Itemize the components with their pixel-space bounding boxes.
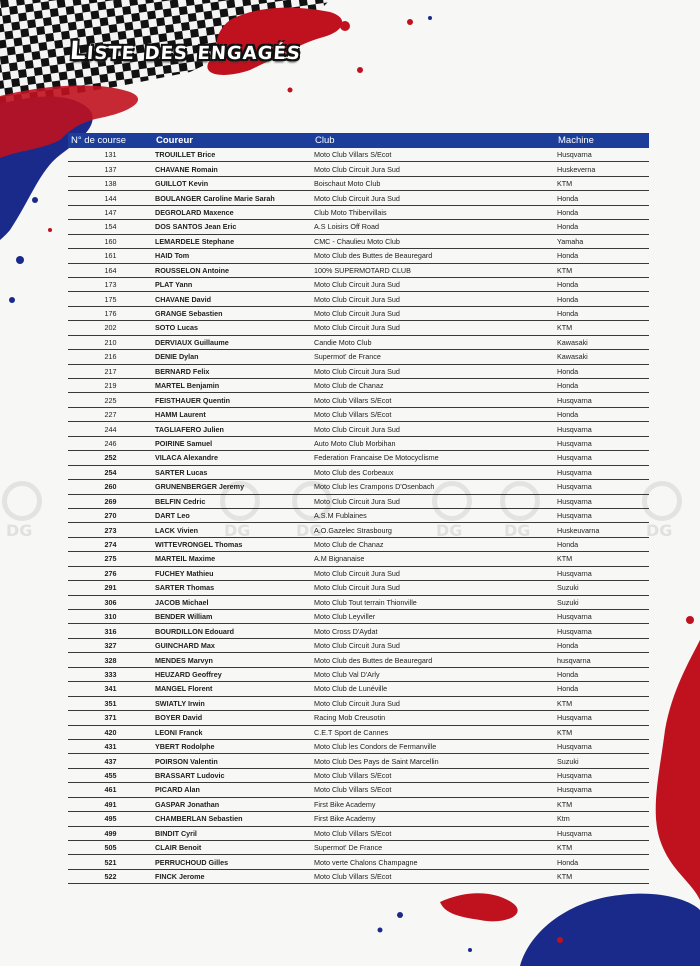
rider-name: CLAIR Benoit	[153, 841, 312, 855]
table-row	[68, 841, 649, 855]
race-number: 225	[68, 393, 153, 407]
race-number: 276	[68, 566, 153, 580]
rider-name: POIRSON Valentin	[153, 754, 312, 768]
machine-brand: Husqvarna	[555, 610, 649, 624]
entries-table-container	[68, 133, 649, 884]
machine-brand: Husqvarna	[555, 826, 649, 840]
rider-name: BINDIT Cyril	[153, 826, 312, 840]
race-number: 333	[68, 667, 153, 681]
machine-brand: Honda	[555, 205, 649, 219]
watermark-logo: DG	[0, 481, 46, 541]
machine-brand: Husqvarna	[555, 783, 649, 797]
club-name: Auto Moto Club Morbihan	[312, 436, 555, 450]
race-number: 244	[68, 422, 153, 436]
machine-brand: husqvarna	[555, 653, 649, 667]
club-name: A.M Bignanaise	[312, 552, 555, 566]
table-header-row	[68, 133, 649, 148]
club-name: Racing Mob Creusotin	[312, 711, 555, 725]
rider-name: VILACA Alexandre	[153, 451, 312, 465]
club-name: Moto Club Val D'Arly	[312, 667, 555, 681]
machine-brand: KTM	[555, 797, 649, 811]
rider-name: HAMM Laurent	[153, 407, 312, 421]
club-name: Moto Club Circuit Jura Sud	[312, 566, 555, 580]
column-header-number: N° de course	[68, 133, 153, 148]
rider-name: BERNARD Felix	[153, 364, 312, 378]
machine-brand: Husqvarna	[555, 711, 649, 725]
page-title: Liste des engagés	[68, 36, 302, 65]
club-name: Moto Club Villars S/Ecot	[312, 869, 555, 883]
machine-brand: Kawasaki	[555, 350, 649, 364]
table-row	[68, 581, 649, 595]
race-number: 505	[68, 841, 153, 855]
rider-name: GRANGE Sebastien	[153, 306, 312, 320]
watermark-logo: DG	[430, 481, 476, 541]
rider-name: BOURDILLON Edouard	[153, 624, 312, 638]
race-number: 260	[68, 480, 153, 494]
rider-name: YBERT Rodolphe	[153, 739, 312, 753]
table-row	[68, 552, 649, 566]
club-name: First Bike Academy	[312, 812, 555, 826]
race-number: 431	[68, 739, 153, 753]
column-header-rider: Coureur	[153, 133, 312, 148]
machine-brand: Husqvarna	[555, 436, 649, 450]
club-name: Moto Club Circuit Jura Sud	[312, 696, 555, 710]
club-name: Federation Francaise De Motocyclisme	[312, 451, 555, 465]
club-name: Moto Club des Corbeaux	[312, 465, 555, 479]
rider-name: TROUILLET Brice	[153, 148, 312, 162]
machine-brand: Husqvarna	[555, 393, 649, 407]
table-row	[68, 191, 649, 205]
race-number: 327	[68, 638, 153, 652]
table-row	[68, 364, 649, 378]
rider-name: FEISTHAUER Quentin	[153, 393, 312, 407]
rider-name: DENIE Dylan	[153, 350, 312, 364]
race-number: 269	[68, 494, 153, 508]
machine-brand: Huskeverna	[555, 162, 649, 176]
machine-brand: Husqvarna	[555, 465, 649, 479]
table-row	[68, 148, 649, 162]
rider-name: LACK Vivien	[153, 523, 312, 537]
rider-name: CHAVANE Romain	[153, 162, 312, 176]
race-number: 455	[68, 768, 153, 782]
machine-brand: KTM	[555, 869, 649, 883]
club-name: Moto Club des Buttes de Beauregard	[312, 653, 555, 667]
entries-table	[68, 133, 649, 884]
race-number: 420	[68, 725, 153, 739]
machine-brand: Husqvarna	[555, 624, 649, 638]
machine-brand: Huskeuvarna	[555, 523, 649, 537]
rider-name: BRASSART Ludovic	[153, 768, 312, 782]
red-splash-bottom	[440, 893, 518, 921]
race-number: 246	[68, 436, 153, 450]
machine-brand: KTM	[555, 263, 649, 277]
rider-name: HAID Tom	[153, 249, 312, 263]
machine-brand: KTM	[555, 696, 649, 710]
table-row	[68, 436, 649, 450]
table-row	[68, 653, 649, 667]
machine-brand: Kawasaki	[555, 335, 649, 349]
machine-brand: Honda	[555, 191, 649, 205]
table-row	[68, 711, 649, 725]
rider-name: GASPAR Jonathan	[153, 797, 312, 811]
machine-brand: KTM	[555, 552, 649, 566]
rider-name: GUILLOT Kevin	[153, 176, 312, 190]
machine-brand: KTM	[555, 321, 649, 335]
table-row	[68, 725, 649, 739]
table-row	[68, 379, 649, 393]
machine-brand: Husqvarna	[555, 494, 649, 508]
machine-brand: Honda	[555, 220, 649, 234]
table-row	[68, 263, 649, 277]
race-number: 210	[68, 335, 153, 349]
club-name: Moto Club de Chanaz	[312, 379, 555, 393]
table-row	[68, 451, 649, 465]
race-number: 522	[68, 869, 153, 883]
club-name: Moto Club Circuit Jura Sud	[312, 638, 555, 652]
table-row	[68, 812, 649, 826]
watermark-logo: DG	[498, 481, 544, 541]
race-number: 341	[68, 682, 153, 696]
table-row	[68, 234, 649, 248]
machine-brand: Suzuki	[555, 754, 649, 768]
club-name: Moto Club Leyviller	[312, 610, 555, 624]
machine-brand: KTM	[555, 725, 649, 739]
table-row	[68, 682, 649, 696]
machine-brand: Ktm	[555, 812, 649, 826]
machine-brand: Honda	[555, 379, 649, 393]
rider-name: LEONI Franck	[153, 725, 312, 739]
rider-name: SWIATLY Irwin	[153, 696, 312, 710]
table-row	[68, 162, 649, 176]
blue-splash-bottom	[520, 894, 700, 966]
race-number: 437	[68, 754, 153, 768]
table-row	[68, 610, 649, 624]
table-row	[68, 739, 649, 753]
club-name: Moto Club Circuit Jura Sud	[312, 422, 555, 436]
race-number: 254	[68, 465, 153, 479]
race-number: 270	[68, 508, 153, 522]
machine-brand: Husqvarna	[555, 566, 649, 580]
race-number: 161	[68, 249, 153, 263]
race-number: 147	[68, 205, 153, 219]
club-name: Moto Club Villars S/Ecot	[312, 407, 555, 421]
table-row	[68, 350, 649, 364]
machine-brand: Honda	[555, 292, 649, 306]
race-number: 274	[68, 537, 153, 551]
race-number: 219	[68, 379, 153, 393]
rider-name: WITTEVRONGEL Thomas	[153, 537, 312, 551]
rider-name: DERVIAUX Guillaume	[153, 335, 312, 349]
race-number: 252	[68, 451, 153, 465]
club-name: A.S Loisirs Off Road	[312, 220, 555, 234]
rider-name: GUINCHARD Max	[153, 638, 312, 652]
club-name: Moto Club Villars S/Ecot	[312, 768, 555, 782]
club-name: Moto verte Chalons Champagne	[312, 855, 555, 869]
table-row	[68, 494, 649, 508]
table-row	[68, 855, 649, 869]
machine-brand: Husqvarna	[555, 451, 649, 465]
table-row	[68, 277, 649, 291]
race-number: 173	[68, 277, 153, 291]
machine-brand: Honda	[555, 364, 649, 378]
race-number: 495	[68, 812, 153, 826]
race-number: 291	[68, 581, 153, 595]
rider-name: PICARD Alan	[153, 783, 312, 797]
rider-name: TAGLIAFERO Julien	[153, 422, 312, 436]
rider-name: FINCK Jerome	[153, 869, 312, 883]
machine-brand: Honda	[555, 667, 649, 681]
watermark-logo: DG	[290, 481, 336, 541]
machine-brand: Husqvarna	[555, 422, 649, 436]
race-number: 216	[68, 350, 153, 364]
club-name: Moto Club Villars S/Ecot	[312, 148, 555, 162]
rider-name: MARTEIL Maxime	[153, 552, 312, 566]
machine-brand: Husqvarna	[555, 768, 649, 782]
race-number: 217	[68, 364, 153, 378]
race-number: 491	[68, 797, 153, 811]
race-number: 328	[68, 653, 153, 667]
rider-name: MENDES Marvyn	[153, 653, 312, 667]
club-name: CMC - Chaulieu Moto Club	[312, 234, 555, 248]
table-row	[68, 335, 649, 349]
rider-name: DART Leo	[153, 508, 312, 522]
club-name: Moto Club Circuit Jura Sud	[312, 191, 555, 205]
table-row	[68, 783, 649, 797]
race-number: 351	[68, 696, 153, 710]
machine-brand: Honda	[555, 638, 649, 652]
rider-name: ROUSSELON Antoine	[153, 263, 312, 277]
club-name: Moto Club Circuit Jura Sud	[312, 321, 555, 335]
rider-name: BELFIN Cedric	[153, 494, 312, 508]
club-name: Club Moto Thibervillais	[312, 205, 555, 219]
rider-name: CHAMBERLAN Sebastien	[153, 812, 312, 826]
race-number: 275	[68, 552, 153, 566]
machine-brand: Honda	[555, 306, 649, 320]
rider-name: PERRUCHOUD Gilles	[153, 855, 312, 869]
machine-brand: KTM	[555, 841, 649, 855]
club-name: 100% SUPERMOTARD CLUB	[312, 263, 555, 277]
race-number: 160	[68, 234, 153, 248]
race-number: 176	[68, 306, 153, 320]
race-number: 227	[68, 407, 153, 421]
race-number: 175	[68, 292, 153, 306]
race-number: 371	[68, 711, 153, 725]
machine-brand: Husqvarna	[555, 739, 649, 753]
rider-name: DEGROLARD Maxence	[153, 205, 312, 219]
rider-name: BOYER David	[153, 711, 312, 725]
machine-brand: Honda	[555, 855, 649, 869]
table-row	[68, 407, 649, 421]
rider-name: DOS SANTOS Jean Eric	[153, 220, 312, 234]
rider-name: FUCHEY Mathieu	[153, 566, 312, 580]
club-name: A.O.Gazelec Strasbourg	[312, 523, 555, 537]
table-row	[68, 624, 649, 638]
race-number: 461	[68, 783, 153, 797]
rider-name: SARTER Thomas	[153, 581, 312, 595]
club-name: C.E.T Sport de Cannes	[312, 725, 555, 739]
club-name: Moto Club de Chanaz	[312, 537, 555, 551]
table-row	[68, 220, 649, 234]
club-name: Moto Club Des Pays de Saint Marcellin	[312, 754, 555, 768]
club-name: Supermot' de France	[312, 350, 555, 364]
club-name: Boischaut Moto Club	[312, 176, 555, 190]
club-name: Moto Club Circuit Jura Sud	[312, 277, 555, 291]
red-splash-right	[656, 640, 700, 900]
race-number: 154	[68, 220, 153, 234]
race-number: 273	[68, 523, 153, 537]
club-name: A.S.M Fublaines	[312, 508, 555, 522]
club-name: Moto Club Circuit Jura Sud	[312, 494, 555, 508]
rider-name: LEMARDELE Stephane	[153, 234, 312, 248]
machine-brand: Husqvarna	[555, 508, 649, 522]
table-row	[68, 797, 649, 811]
column-header-club: Club	[312, 133, 555, 148]
club-name: Moto Club les Condors de Fermanville	[312, 739, 555, 753]
table-row	[68, 696, 649, 710]
club-name: Moto Club de Lunéville	[312, 682, 555, 696]
rider-name: PLAT Yann	[153, 277, 312, 291]
rider-name: SOTO Lucas	[153, 321, 312, 335]
table-row	[68, 205, 649, 219]
machine-brand: Honda	[555, 277, 649, 291]
race-number: 499	[68, 826, 153, 840]
table-row	[68, 537, 649, 551]
table-row	[68, 566, 649, 580]
race-number: 310	[68, 610, 153, 624]
table-row	[68, 306, 649, 320]
machine-brand: Suzuki	[555, 581, 649, 595]
race-number: 138	[68, 176, 153, 190]
race-number: 137	[68, 162, 153, 176]
club-name: First Bike Academy	[312, 797, 555, 811]
table-row	[68, 638, 649, 652]
table-row	[68, 667, 649, 681]
machine-brand: Honda	[555, 249, 649, 263]
club-name: Moto Club Villars S/Ecot	[312, 393, 555, 407]
watermark-logo: DG	[640, 481, 686, 541]
table-body	[68, 148, 649, 884]
table-row	[68, 754, 649, 768]
machine-brand: Yamaha	[555, 234, 649, 248]
rider-name: HEUZARD Geoffrey	[153, 667, 312, 681]
table-row	[68, 321, 649, 335]
table-row	[68, 768, 649, 782]
rider-name: BENDER William	[153, 610, 312, 624]
race-number: 202	[68, 321, 153, 335]
machine-brand: Suzuki	[555, 595, 649, 609]
rider-name: BOULANGER Caroline Marie Sarah	[153, 191, 312, 205]
table-row	[68, 595, 649, 609]
race-number: 521	[68, 855, 153, 869]
table-row	[68, 393, 649, 407]
club-name: Moto Club Villars S/Ecot	[312, 826, 555, 840]
club-name: Moto Club Circuit Jura Sud	[312, 581, 555, 595]
watermark-logo: DG	[218, 481, 264, 541]
rider-name: MANGEL Florent	[153, 682, 312, 696]
machine-brand: KTM	[555, 176, 649, 190]
table-row	[68, 869, 649, 883]
race-number: 131	[68, 148, 153, 162]
club-name: Moto Club des Buttes de Beauregard	[312, 249, 555, 263]
club-name: Moto Cross D'Aydat	[312, 624, 555, 638]
club-name: Moto Club Villars S/Ecot	[312, 783, 555, 797]
rider-name: MARTEL Benjamin	[153, 379, 312, 393]
table-row	[68, 249, 649, 263]
club-name: Moto Club Circuit Jura Sud	[312, 364, 555, 378]
club-name: Moto Club Circuit Jura Sud	[312, 292, 555, 306]
club-name: Candie Moto Club	[312, 335, 555, 349]
machine-brand: Honda	[555, 537, 649, 551]
table-row	[68, 523, 649, 537]
machine-brand: Husqvarna	[555, 148, 649, 162]
club-name: Moto Club Circuit Jura Sud	[312, 306, 555, 320]
machine-brand: Husqvarna	[555, 480, 649, 494]
table-row	[68, 480, 649, 494]
club-name: Moto Club Circuit Jura Sud	[312, 162, 555, 176]
club-name: Moto Club les Crampons D'Osenbach	[312, 480, 555, 494]
race-number: 306	[68, 595, 153, 609]
rider-name: JACOB Michael	[153, 595, 312, 609]
club-name: Supermot' De France	[312, 841, 555, 855]
club-name: Moto Club Tout terrain Thionville	[312, 595, 555, 609]
race-number: 316	[68, 624, 153, 638]
machine-brand: Honda	[555, 407, 649, 421]
race-number: 164	[68, 263, 153, 277]
rider-name: POIRINE Samuel	[153, 436, 312, 450]
rider-name: SARTER Lucas	[153, 465, 312, 479]
machine-brand: Honda	[555, 682, 649, 696]
table-row	[68, 826, 649, 840]
table-row	[68, 465, 649, 479]
rider-name: CHAVANE David	[153, 292, 312, 306]
table-row	[68, 508, 649, 522]
race-number: 144	[68, 191, 153, 205]
table-row	[68, 292, 649, 306]
table-row	[68, 176, 649, 190]
column-header-machine: Machine	[555, 133, 649, 148]
table-row	[68, 422, 649, 436]
rider-name: GRUNENBERGER Jeremy	[153, 480, 312, 494]
